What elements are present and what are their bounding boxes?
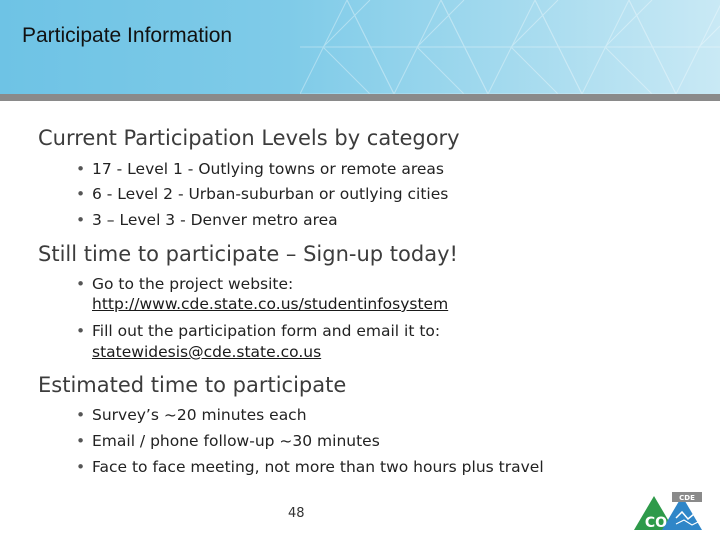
slide-title: Participate Information — [22, 24, 233, 47]
bullet-icon: • — [76, 160, 86, 178]
bullet-icon: • — [76, 458, 86, 476]
section-heading-sign-up: Still time to participate – Sign-up today! — [38, 242, 458, 266]
logo-top-text: CDE — [679, 494, 695, 502]
bullet-icon: • — [76, 406, 86, 424]
triangle-pattern — [300, 0, 720, 94]
bullet-icon: • — [76, 322, 86, 340]
bullet-icon: • — [76, 275, 86, 293]
bullet-icon: • — [76, 432, 86, 450]
cde-colorado-logo — [632, 492, 704, 532]
bullet-icon: • — [76, 211, 86, 229]
page-number: 48 — [288, 506, 305, 521]
project-website-link[interactable]: http://www.cde.state.co.us/studentinfosystem — [92, 295, 449, 313]
section-heading-participation-levels: Current Participation Levels by category — [38, 126, 460, 150]
logo-main-text: CO — [644, 515, 668, 531]
header-divider — [0, 94, 720, 101]
slide-header — [0, 0, 720, 94]
email-link[interactable]: statewidesis@cde.state.co.us — [92, 343, 322, 361]
bullet-icon: • — [76, 185, 86, 203]
section-heading-estimated-time: Estimated time to participate — [38, 373, 347, 397]
